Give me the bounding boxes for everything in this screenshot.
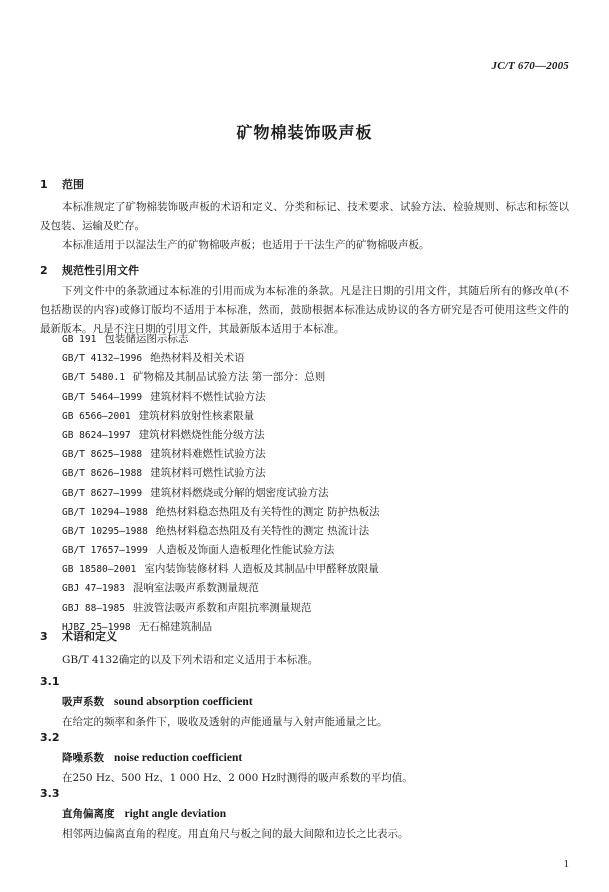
section-number: 1 [40,178,48,191]
reference-title: 驻波管法吸声系数和声阻抗率测量规范 [132,601,312,614]
reference-item [62,464,380,483]
term-chinese: 直角偏离度 [62,808,115,820]
reference-code: GB 18580—2001 [62,564,137,576]
document-title: 矿物棉装饰吸声板 [236,123,373,142]
term-chinese: 降噪系数 [62,752,104,764]
reference-title: 绝热材料及相关术语 [150,352,245,365]
reference-title: 建筑材料难燃性试验方法 [150,448,266,461]
reference-title: 矿物棉及其制品试验方法 第一部分：总则 [132,371,326,384]
reference-item [62,388,380,407]
section-title: 范围 [62,178,84,191]
reference-title: 建筑材料可燃性试验方法 [150,467,266,480]
reference-code: GB/T 8626—1988 [62,468,143,480]
reference-code: GB/T 4132—1996 [62,353,143,365]
reference-code: GB/T 10295—1988 [62,525,148,537]
term-definition: 相邻两边偏离直角的程度。用直角尺与板之间的最大间隙和边长之比表示。 [62,828,409,840]
reference-code: GB/T 5480.1 [62,372,125,384]
reference-item [62,541,380,560]
section-3-heading [40,628,117,644]
section-1-body [40,198,569,255]
section-title: 规范性引用文件 [62,264,139,277]
reference-item [62,445,380,464]
reference-code: GB 6566—2001 [62,410,131,422]
term-heading [62,806,226,821]
reference-title: 建筑材料不燃性试验方法 [150,390,266,403]
term-number: 3.3 [40,787,60,800]
page-number: 1 [563,858,569,870]
reference-code: GB/T 10294—1988 [62,506,148,518]
reference-code: HJBZ 25—1998 [62,621,131,633]
reference-title: 包装储运图示标志 [104,333,189,345]
reference-title: 无石棉建筑制品 [138,620,213,633]
term-english: sound absorption coefficient [114,696,253,708]
standard-code: JC/T 670—2005 [491,60,569,72]
term-heading [62,694,253,709]
reference-item [62,522,380,541]
term-chinese: 吸声系数 [62,696,104,708]
section-3-intro: GB/T 4132确定的以及下列术语和定义适用于本标准。 [62,654,319,666]
section-number: 3 [40,630,48,643]
term-number: 3.1 [40,675,60,688]
term-definition: 在250 Hz、500 Hz、1 000 Hz、2 000 Hz时测得的吸声系数的平均值。 [62,772,413,784]
reference-code: GB/T 8625—1988 [62,449,143,461]
reference-title: 绝热材料稳态热阻及有关特性的测定 防护热板法 [155,505,380,518]
reference-code: GBJ 88—1985 [62,602,125,614]
reference-code: GB 191 [62,334,97,345]
reference-item [62,484,380,503]
term-number: 3.2 [40,731,60,744]
reference-title: 混响室法吸声系数测量规范 [132,582,259,595]
reference-code: GB 8624—1997 [62,429,131,441]
reference-title: 室内装饰装修材料 人造板及其制品中甲醛释放限量 [144,563,379,576]
reference-title: 人造板及饰面人造板理化性能试验方法 [155,544,335,557]
reference-title: 建筑材料放射性核素限量 [138,409,255,422]
reference-item [62,426,380,445]
reference-item [62,579,380,598]
term-english: right angle deviation [124,808,227,820]
reference-item [62,349,380,368]
term-definition: 在给定的频率和条件下，吸收及透射的声能通量与入射声能通量之比。 [62,716,388,728]
scope-paragraph-2: 本标准适用于以湿法生产的矿物棉吸声板；也适用于干法生产的矿物棉吸声板。 [62,239,430,251]
reference-code: GB/T 17657—1999 [62,545,148,557]
scope-paragraph-1: 本标准规定了矿物棉装饰吸声板的术语和定义、分类和标记、技术要求、试验方法、检验规则、标志和标签以及包装、运输及贮存。 [40,201,569,232]
section-2-heading [40,262,139,278]
section-number: 2 [40,264,48,277]
reference-title: 建筑材料燃烧性能分级方法 [138,428,265,441]
reference-item [62,330,380,349]
reference-title: 建筑材料燃烧或分解的烟密度试验方法 [150,486,329,499]
reference-item [62,560,380,579]
reference-item [62,599,380,618]
reference-code: GB/T 5464—1999 [62,391,143,403]
section-1-heading [40,176,84,192]
reference-list [62,330,380,637]
reference-title: 绝热材料稳态热阻及有关特性的测定 热流计法 [155,524,370,537]
reference-code: GBJ 47—1983 [62,583,125,595]
reference-item [62,368,380,387]
reference-code: GB/T 8627—1999 [62,487,143,499]
term-heading [62,750,242,765]
reference-item [62,503,380,522]
term-english: noise reduction coefficient [114,752,243,764]
section-title: 术语和定义 [62,630,117,643]
reference-item [62,407,380,426]
normative-references-intro: 下列文件中的条款通过本标准的引用而成为本标准的条款。凡是注日期的引用文件，其随后所有的修改单(不包括勘误的内容)或修订版均不适用于本标准，然而，鼓励根据本标准达成协议的各方研究是否可使用这些文件的最新版本。凡是不注日期的引用文件，其最新版本适用于本标准。 [40,285,569,335]
